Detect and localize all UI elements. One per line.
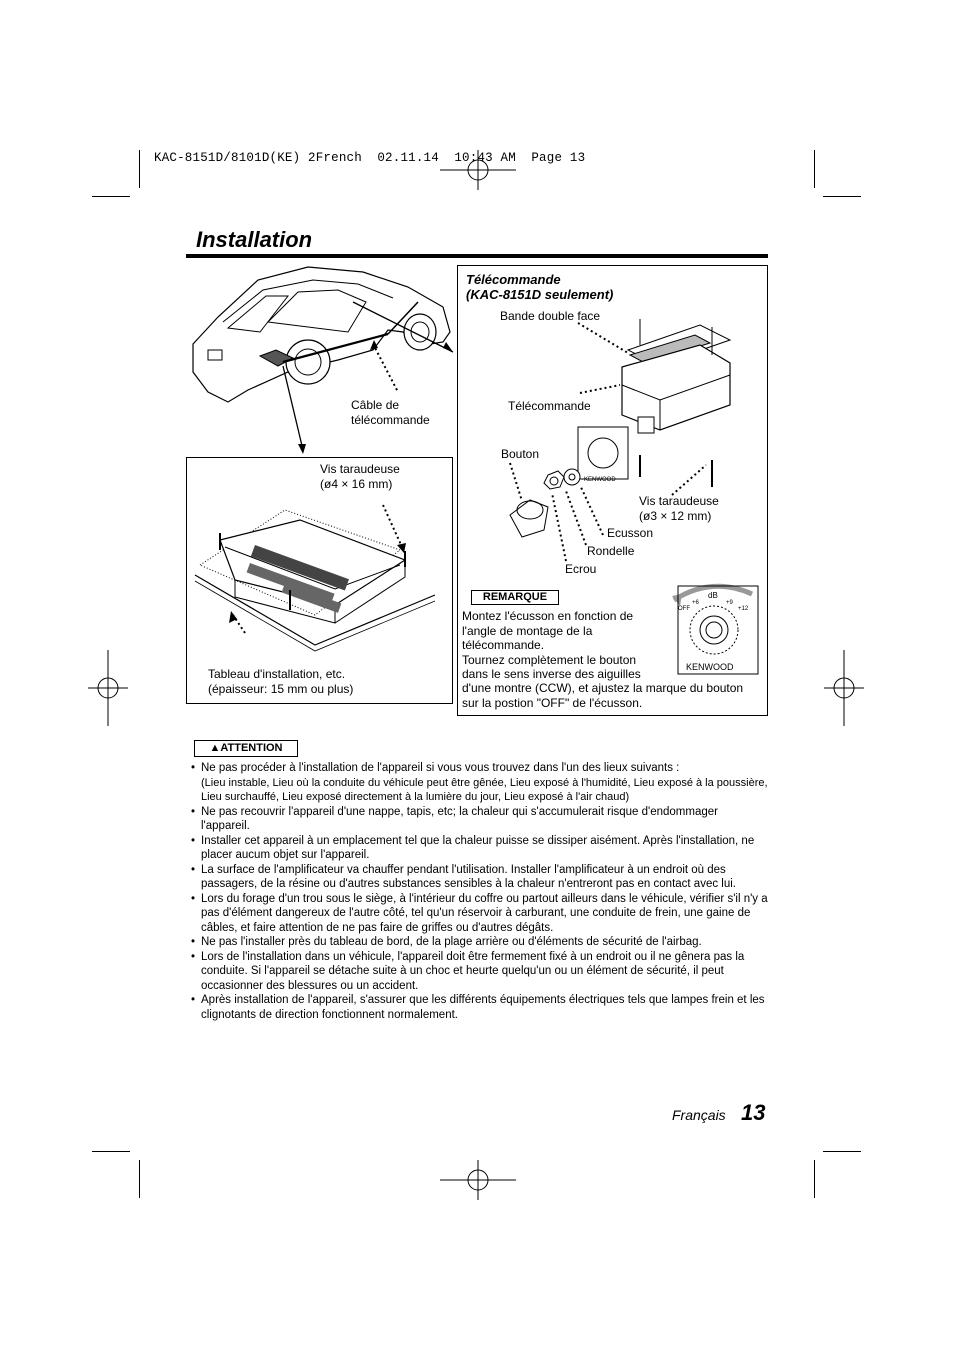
remote-screw-label: Vis taraudeuse (ø3 × 12 mm) bbox=[639, 494, 719, 523]
amp-screw-label: Vis taraudeuse (ø4 × 16 mm) bbox=[320, 462, 400, 491]
attention-item-text: La surface de l'amplificateur va chauffer pendant l'utilisation. Installer l'amplificateur à un endroit où des passagers, de la résine ou d'autres substances sensibles à la chaleur n'entreront pas en contact avec lui. bbox=[201, 863, 736, 890]
attention-item: • Ne pas recouvrir l'appareil d'une nappe, tapis, etc; la chaleur qui s'accumulerait risque d'endommager l'appareil. bbox=[191, 805, 718, 832]
dial-mark-6: +6 bbox=[692, 600, 699, 606]
mounting-board-label: Tableau d'installation, etc. (épaisseur: 15 mm ou plus) bbox=[208, 667, 354, 696]
page-title: Installation bbox=[196, 227, 313, 252]
attention-item: • La surface de l'amplificateur va chauffer pendant l'utilisation. Installer l'amplificateur à un endroit où des passagers, de la résine ou d'autres substances sensibles à la chaleur n'entreront pas en contact avec lui. bbox=[191, 863, 736, 890]
page-number: 13 bbox=[741, 1100, 766, 1125]
attention-item: • Après installation de l'appareil, s'assurer que les différents équipements électriques tels que lampes frein et les clignotants de direction fonctionnent normalement. bbox=[191, 994, 765, 1021]
crop-mark bbox=[814, 150, 815, 188]
crop-mark bbox=[823, 1151, 861, 1152]
registration-mark bbox=[88, 650, 128, 726]
remarque-text-tail: d'une montre (CCW), et ajustez la marque du bouton sur la postion "OFF" de l'écusson. bbox=[462, 681, 744, 710]
crop-mark bbox=[814, 1160, 815, 1198]
crop-mark bbox=[823, 196, 861, 197]
attention-item-text: Ne pas recouvrir l'appareil d'une nappe, tapis, etc; la chaleur qui s'accumulerait risque d'endommager l'appareil. bbox=[201, 805, 718, 832]
registration-mark bbox=[440, 1160, 516, 1200]
dial-off: OFF bbox=[678, 606, 690, 612]
attention-item-text: Installer cet appareil à un emplacement tel que la chaleur puisse se dissiper aisément. Après l'installation, ne placer aucum objet sur l'appareil. bbox=[201, 834, 755, 861]
remarque-badge: REMARQUE bbox=[471, 590, 559, 605]
car-illustration bbox=[188, 262, 458, 462]
crop-mark bbox=[139, 1160, 140, 1198]
attention-badge bbox=[194, 740, 298, 757]
page-language: Français bbox=[672, 1107, 726, 1123]
title-rule bbox=[186, 254, 768, 258]
knob-label: Bouton bbox=[501, 447, 540, 461]
plate-brand: KENWOOD bbox=[584, 477, 616, 483]
attention-item: • Installer cet appareil à un emplacement tel que la chaleur puisse se dissiper aisément. Après l'installation, ne placer aucum objet sur l'appareil. bbox=[191, 834, 755, 861]
crop-mark bbox=[92, 1151, 130, 1152]
level-dial-illustration bbox=[672, 582, 762, 674]
washer-label: Rondelle bbox=[587, 544, 635, 558]
attention-item: • Ne pas procéder à l'installation de l'appareil si vous vous trouvez dans l'un des lieux suivants : (Lieu instable, Lieu où la conduite du véhicule peut être gênée, Lieu exposé à l'humidité, Lieu exposé à la poussière, Lieu surchauffé, Lieu exposé directement à la lumière du jour, Lieu exposé à l'air chaud) bbox=[191, 762, 768, 803]
remote-label: Télécommande bbox=[508, 399, 591, 413]
attention-label: ATTENTION bbox=[220, 742, 283, 754]
tape-label: Bande double face bbox=[500, 309, 601, 323]
crop-mark bbox=[92, 196, 130, 197]
dial-mark-9: +9 bbox=[726, 600, 733, 606]
remote-section-title bbox=[466, 272, 613, 302]
attention-list bbox=[191, 761, 769, 1022]
registration-mark bbox=[824, 650, 864, 726]
attention-item-text: Lors de l'installation dans un véhicule, l'appareil doit être fermement fixé à un endroit ou il ne gênera pas la conduite. Si l'appareil se détache suite à un choc et heurte quelqu'un ou un élément de sécurité, il peut occasionner des blessures ou un accident. bbox=[201, 950, 745, 992]
plate-label: Ecusson bbox=[607, 526, 654, 540]
cable-label: Câble de télécommande bbox=[351, 398, 430, 427]
remote-exploded-illustration bbox=[500, 305, 740, 545]
attention-sub-note: (Lieu instable, Lieu où la conduite du véhicule peut être gênée, Lieu exposé à l'humidité, Lieu exposé à la poussière, Lieu surchauffé, Lieu exposé directement à la lumière du jour, Lieu exposé à l'air chaud) bbox=[201, 776, 768, 803]
attention-item: • Lors de l'installation dans un véhicule, l'appareil doit être fermement fixé à un endroit ou il ne gênera pas la conduite. Si l'appareil se détache suite à un choc et heurte quelqu'un ou un élément de sécurité, il peut occasionner des blessures ou un accident. bbox=[191, 950, 745, 992]
remote-title-line2: (KAC-8151D seulement) bbox=[466, 287, 614, 302]
remarque-text: Montez l'écusson en fonction de l'angle de montage de la télécommande. Tournez complètement le bouton dans le sens inverse des aiguilles bbox=[462, 609, 641, 681]
attention-item-text: Ne pas l'installer près du tableau de bord, de la plage arrière ou d'éléments de sécurité de l'airbag. bbox=[201, 936, 702, 948]
nut-label: Ecrou bbox=[565, 562, 597, 576]
attention-item-text: Ne pas procéder à l'installation de l'appareil si vous vous trouvez dans l'un des lieux suivants : bbox=[201, 762, 680, 774]
warning-icon: ▲ bbox=[209, 742, 221, 754]
dial-unit: dB bbox=[708, 591, 718, 600]
dial-max: +12 bbox=[738, 606, 749, 612]
crop-mark bbox=[139, 150, 140, 188]
attention-item: • Ne pas l'installer près du tableau de bord, de la plage arrière ou d'éléments de sécurité de l'airbag. bbox=[191, 936, 702, 948]
amplifier-illustration bbox=[195, 505, 425, 655]
attention-item-text: Après installation de l'appareil, s'assurer que les différents équipements électriques tels que lampes frein et les clignotants de direction fonctionnent normalement. bbox=[201, 994, 765, 1021]
attention-item: • Lors du forage d'un trou sous le siège, à l'intérieur du coffre ou partout ailleurs dans le véhicule, vérifier s'il n'y a pas d'élément dangereux de l'autre côté, tel qu'un réservoir à carburant, une conduite de frein, une gaine de câbles, et faire attention de ne pas faire de griffes ou d'autres dégâts. bbox=[191, 892, 768, 934]
dial-brand: KENWOOD bbox=[686, 662, 734, 672]
attention-item-text: Lors du forage d'un trou sous le siège, à l'intérieur du coffre ou partout ailleurs dans le véhicule, vérifier s'il n'y a pas d'élément dangereux de l'autre côté, tel qu'un réservoir à carburant, une conduite de frein, une gaine de câbles, et faire attention de ne pas faire de griffes ou d'autres dégâts. bbox=[201, 892, 768, 934]
print-header: KAC-8151D/8101D(KE) 2French 02.11.14 10:43 AM Page 13 bbox=[154, 151, 586, 165]
remote-title-line1: Télécommande bbox=[466, 272, 561, 287]
